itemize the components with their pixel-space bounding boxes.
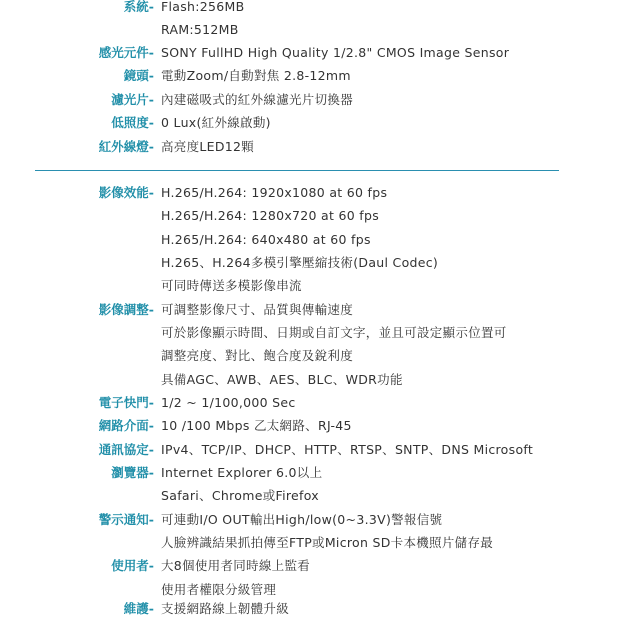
spec-label: 感光元件- [98,45,154,60]
spec-row-system [0,0,620,18]
spec-row [0,181,620,204]
spec-row-ram [0,18,620,41]
spec-label: 影像效能- [98,185,154,200]
spec-row [0,228,620,251]
spec-row [0,391,620,414]
spec-row [0,321,620,344]
spec-row [0,438,620,461]
spec-value: 可於影像顯示時間、日期或自訂文字，並且可設定顯示位置可 [161,325,507,340]
spec-label: 維護- [123,601,154,616]
spec-row [0,531,620,554]
spec-row [0,414,620,437]
spec-row [0,344,620,367]
spec-value: 電動Zoom/自動對焦 2.8-12mm [161,68,351,83]
spec-value: 具備AGC、AWB、AES、BLC、WDR功能 [161,372,403,387]
spec-value: 大8個使用者同時線上監看 [161,558,311,573]
spec-value: 支援網路線上韌體升級 [161,601,290,616]
spec-label: 通訊協定- [98,442,154,457]
spec-value: 調整亮度、對比、飽合度及銳利度 [161,348,354,363]
spec-row [0,554,620,577]
spec-row-filter [0,88,620,111]
spec-row-lens [0,64,620,87]
spec-value: 可調整影像尺寸、品質與傳輸速度 [161,302,354,317]
spec-value: H.265/H.264: 1920x1080 at 60 fps [161,185,388,200]
spec-label: 警示通知- [98,512,154,527]
spec-label: 濾光片- [111,92,154,107]
spec-value: Safari、Chrome或Firefox [161,488,319,503]
spec-row [0,508,620,531]
spec-value: 1/2 ~ 1/100,000 Sec [161,395,296,410]
spec-row-low-light [0,111,620,134]
spec-label: 電子快門- [98,395,154,410]
spec-value: Internet Explorer 6.0以上 [161,465,323,480]
spec-value: 使用者權限分級管理 [161,582,277,597]
spec-value: SONY FullHD High Quality 1/2.8" CMOS Image Sensor [161,45,510,60]
spec-row [0,484,620,507]
spec-value: 可同時傳送多模影像串流 [161,278,302,293]
spec-row [0,251,620,274]
spec-value: 人臉辨識結果抓拍傳至FTP或Micron SD卡本機照片儲存最 [161,535,494,550]
spec-value: Flash:256MB [161,0,245,14]
spec-label: 瀏覽器- [111,465,154,480]
spec-label: 系統- [123,0,154,14]
spec-value: H.265、H.264多模引擎壓縮技術(Daul Codec) [161,255,439,270]
spec-value: H.265/H.264: 1280x720 at 60 fps [161,208,380,223]
spec-row [0,274,620,297]
spec-row-ir-led [0,135,620,158]
spec-value: 可連動I/O OUT輸出High/low(0~3.3V)警報信號 [161,512,443,527]
spec-value: 0 Lux(紅外線啟動) [161,115,271,130]
spec-value: 10 /100 Mbps 乙太網路、RJ-45 [161,418,352,433]
spec-row [0,204,620,227]
spec-value: 內建磁吸式的紅外線濾光片切換器 [161,92,354,107]
spec-label: 低照度- [111,115,154,130]
spec-label: 影像調整- [98,302,154,317]
section-divider [35,170,559,171]
spec-row [0,461,620,484]
spec-value: H.265/H.264: 640x480 at 60 fps [161,232,371,247]
spec-value: IPv4、TCP/IP、DHCP、HTTP、RTSP、SNTP、DNS Microsoft [161,442,534,457]
spec-row [0,298,620,321]
spec-label: 鏡頭- [123,68,154,83]
spec-label: 紅外線燈- [98,139,154,154]
spec-label: 使用者- [111,558,154,573]
spec-value: 高亮度LED12顆 [161,139,255,154]
spec-row [0,368,620,391]
spec-label: 網路介面- [98,418,154,433]
spec-row [0,597,620,620]
spec-value: RAM:512MB [161,22,239,37]
spec-row-sensor [0,41,620,64]
